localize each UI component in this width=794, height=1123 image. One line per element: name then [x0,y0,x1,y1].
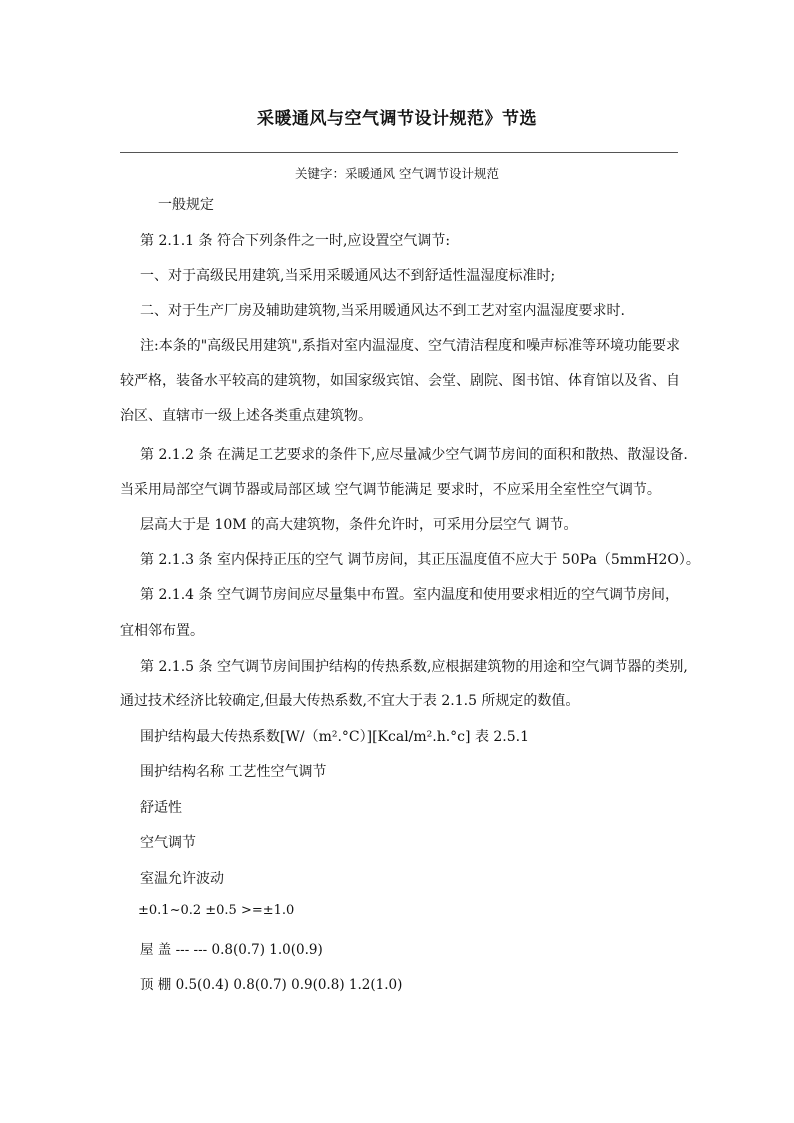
title-divider [120,152,678,153]
table-row: 顶 棚 0.5(0.4) 0.8(0.7) 0.9(0.8) 1.2(1.0) [140,977,403,993]
paragraph-line: 第 2.1.4 条 空气调节房间应尽量集中布置。室内温度和使用要求相近的空气调节房间， [140,587,679,603]
document-title: 采暖通风与空气调节设计规范》节选 [257,109,537,129]
paragraph-line: 第 2.1.3 条 室内保持正压的空气 调节房间，其正压温度值不应大于 50Pa（5mmH2O）。 [140,552,700,568]
table-header: 围护结构名称 工艺性空气调节 [140,764,327,780]
table-caption: 围护结构最大传热系数[W/（m².°C）][Kcal/m².h.°c] 表 2.5.1 [140,729,530,745]
paragraph-line: 注:本条的"高级民用建筑",系指对室内温湿度、空气清洁程度和噪声标准等环境功能要求 [140,338,681,354]
paragraph-line: 通过技术经济比较确定,但最大传热系数,不宜大于表 2.1.5 所规定的数值。 [120,693,580,709]
paragraph-line: 层高大于是 10M 的高大建筑物，条件允许时，可采用分层空气 调节。 [140,517,578,533]
table-header: 舒适性 [140,800,182,816]
table-row: 屋 盖 --- --- 0.8(0.7) 1.0(0.9) [140,942,323,958]
paragraph-line: 第 2.1.5 条 空气调节房间围护结构的传热系数,应根据建筑物的用途和空气调节器的类别, [140,659,688,675]
keywords-line: 关键字：采暖通风 空气调节设计规范 [295,166,499,181]
paragraph-line: 宜相邻布置。 [120,623,204,639]
table-header: ±0.1~0.2 ±0.5 >=±1.0 [138,903,295,918]
paragraph-line: 当采用局部空气调节器或局部区域 空气调节能满足 要求时，不应采用全室性空气调节。 [120,482,661,498]
table-header: 空气调节 [140,835,196,851]
table-header: 室温允许波动 [140,871,224,887]
paragraph-line: 一、对于高级民用建筑,当采用采暖通风达不到舒适性温湿度标准时; [140,268,556,284]
paragraph-line: 第 2.1.1 条 符合下列条件之一时,应设置空气调节: [140,233,451,249]
paragraph-line: 一般规定 [158,197,214,213]
paragraph-line: 二、对于生产厂房及辅助建筑物,当采用暖通风达不到工艺对室内温湿度要求时. [140,303,625,319]
paragraph-line: 第 2.1.2 条 在满足工艺要求的条件下,应尽量减少空气调节房间的面积和散热、散湿设备. [140,447,688,463]
paragraph-line: 治区、直辖市一级上述各类重点建筑物。 [120,408,372,424]
paragraph-line: 较严格，装备水平较高的建筑物，如国家级宾馆、会堂、剧院、图书馆、体育馆以及省、自 [120,373,680,389]
